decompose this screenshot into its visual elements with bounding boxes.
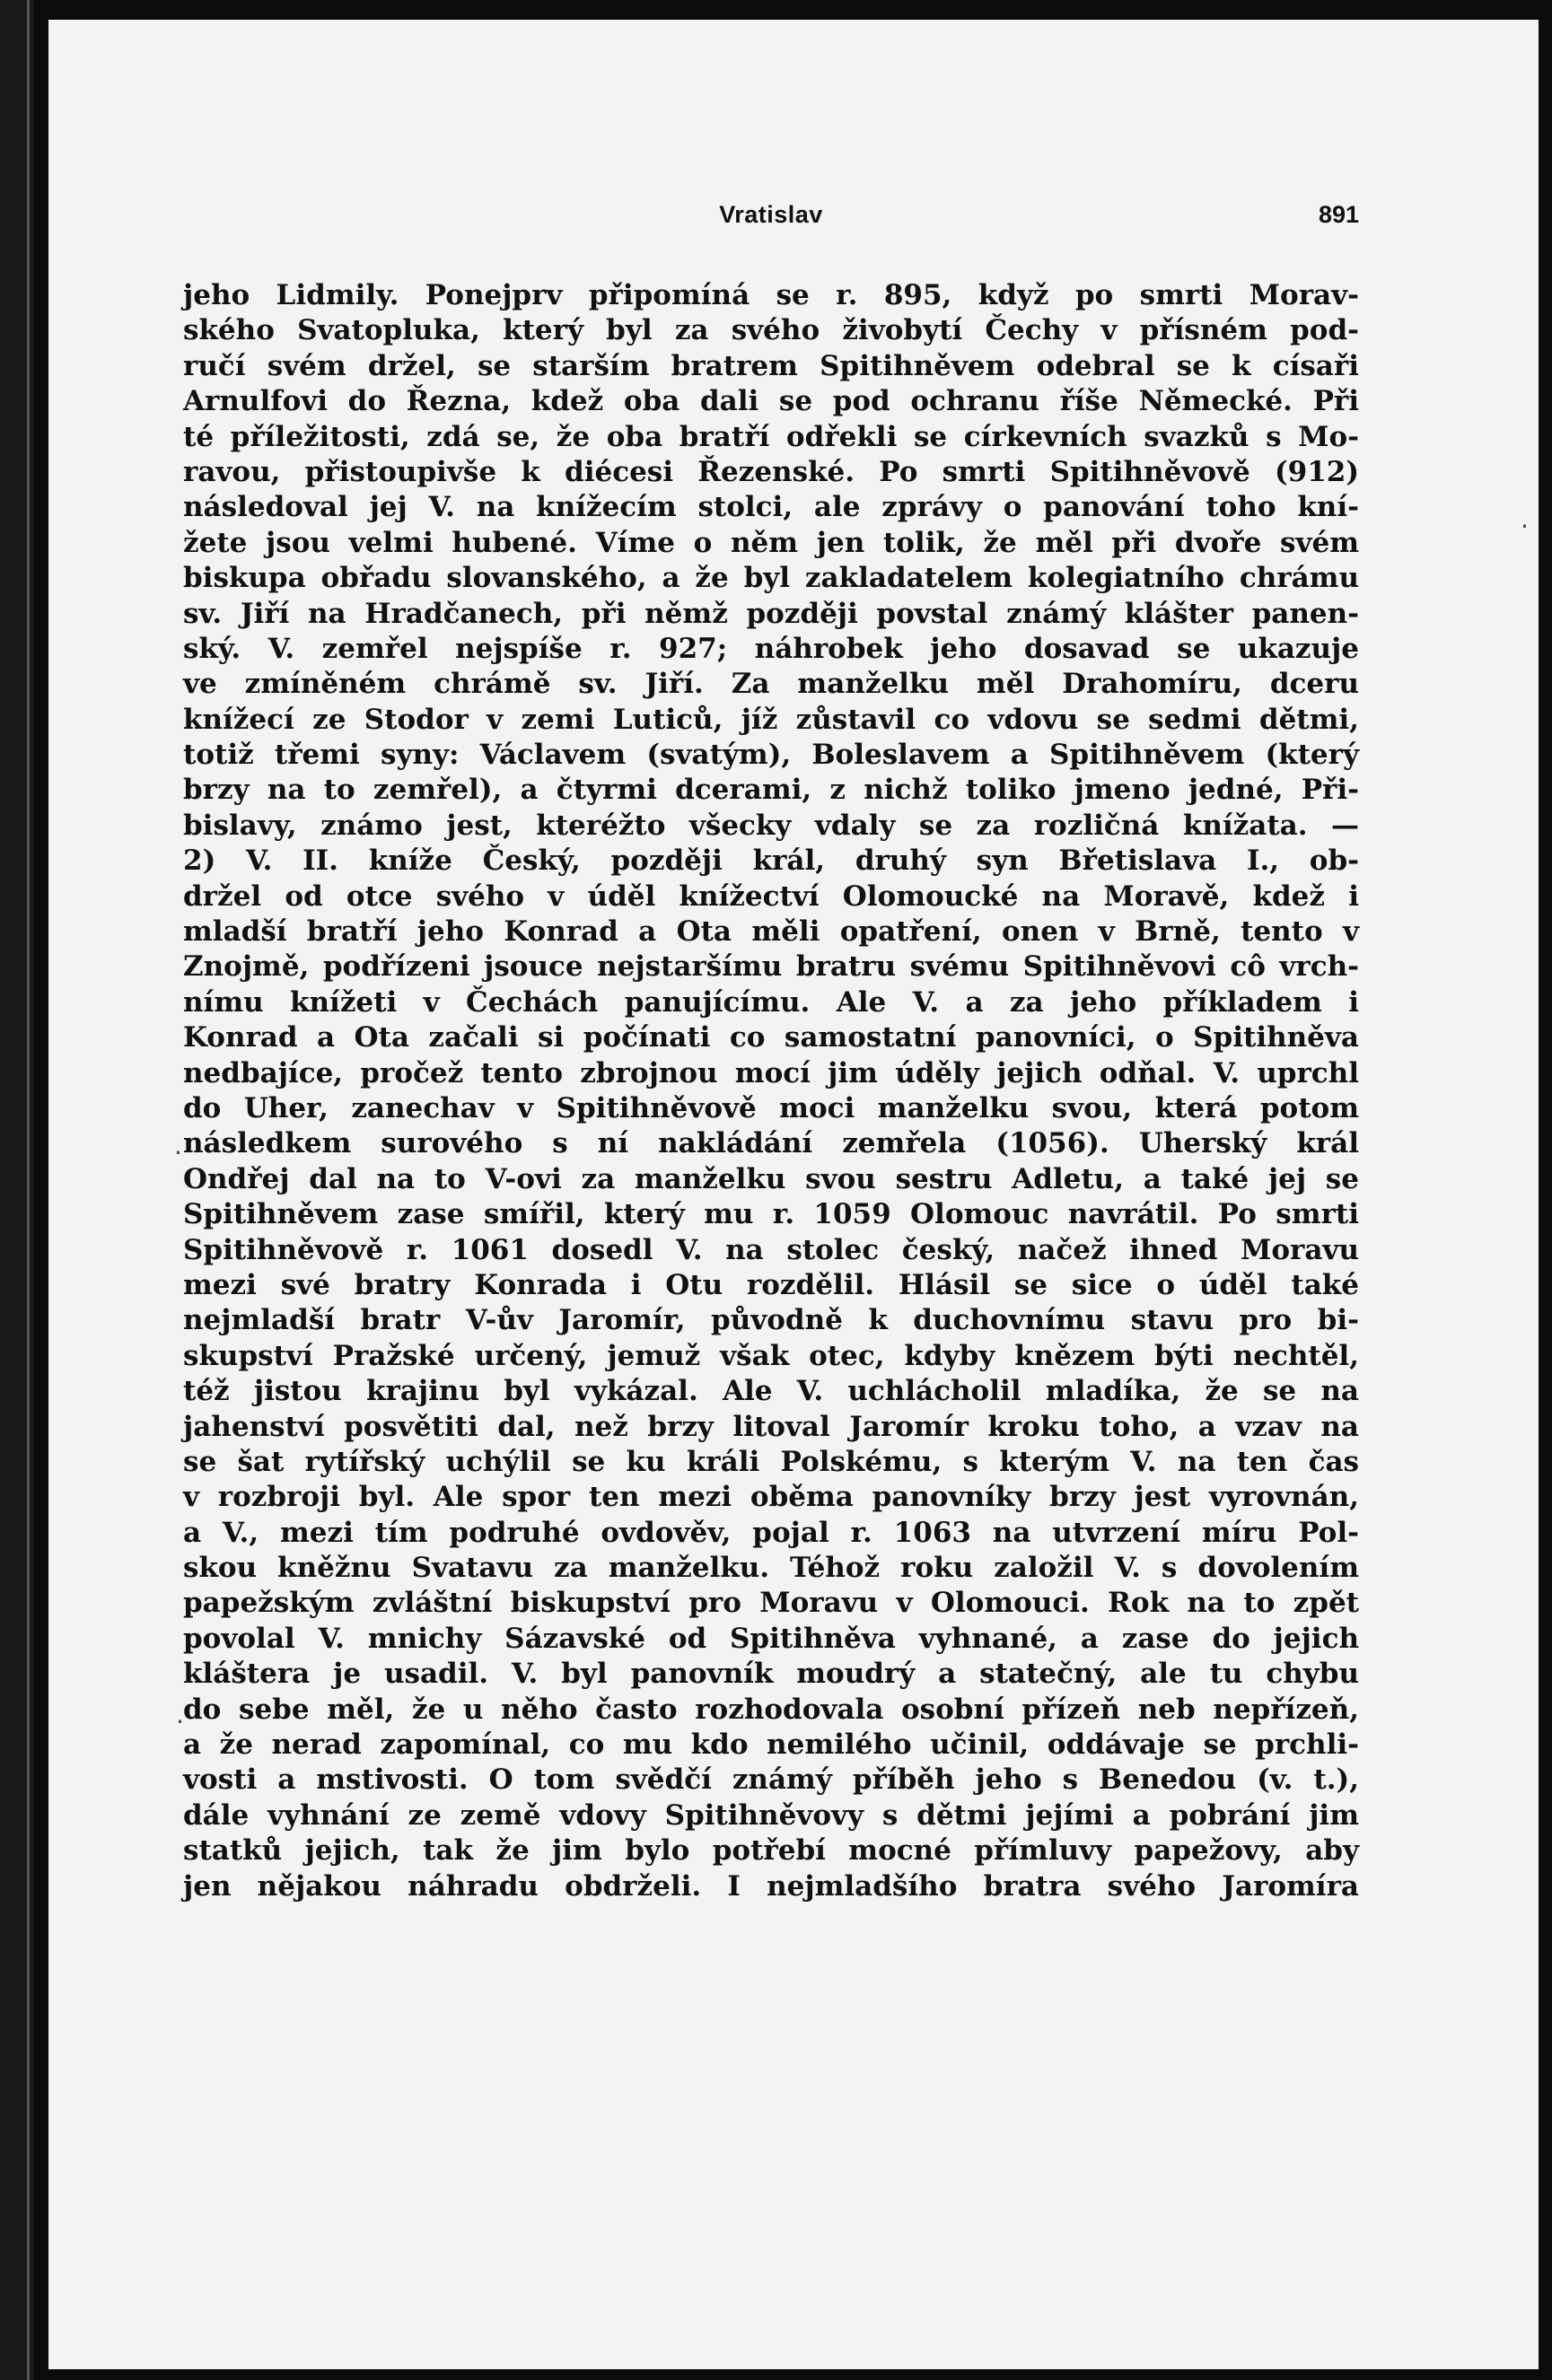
text-line: a V., mezi tím podruhé ovdověv, pojal r. 1063 na utvrzení míru Pol- [183, 1516, 1359, 1549]
text-line: Konrad a Ota začali si počínati co samostatní panovníci, o Spitihněva [183, 1021, 1359, 1054]
text-line: té příležitosti, zdá se, že oba bratří odřekli se církevních svazků s Mo- [183, 420, 1359, 453]
text-line: do sebe měl, že u něho často rozhodovala osobní přízeň neb nepřízeň, [183, 1693, 1359, 1726]
text-line: povolal V. mnichy Sázavské od Spitihněva vyhnané, a zase do jejich [183, 1622, 1359, 1655]
text-line: totiž třemi syny: Václavem (svatým), Boleslavem a Spitihněvem (který [183, 739, 1359, 772]
text-line: jen nějakou náhradu obdrželi. I nejmladšího bratra svého Jaromíra [183, 1869, 1359, 1903]
text-line: Spitihněvově r. 1061 dosedl V. na stolec český, načež ihned Moravu [183, 1233, 1359, 1266]
text-line: nedbajíce, pročež tento zbrojnou mocí jim úděly jejich odňal. V. uprchl [183, 1056, 1359, 1089]
text-line: ručí svém držel, se starším bratrem Spitihněvem odebral se k císaři [183, 349, 1359, 382]
text-line: mezi své bratry Konrada i Otu rozdělil. Hlásil se sice o úděl také [183, 1268, 1359, 1301]
text-line: brzy na to zemřel), a čtyrmi dcerami, z nichž toliko jmeno jedné, Při- [183, 774, 1359, 807]
text-line: do Uher, zanechav v Spitihněvově moci manželku svou, která potom [183, 1091, 1359, 1124]
text-line: papežským zvláštní biskupství pro Moravu v Olomouci. Rok na to zpět [183, 1587, 1359, 1620]
page-number: 891 [1318, 201, 1359, 228]
text-line: skou kněžnu Svatavu za manželku. Téhož roku založil V. s dovolením [183, 1552, 1359, 1585]
text-line: žete jsou velmi hubené. Víme o něm jen tolik, že měl při dvoře svém [183, 526, 1359, 559]
text-line: Znojmě, podřízeni jsouce nejstaršímu bratru svému Spitihněvovi cô vrch- [183, 950, 1359, 984]
text-line: skupství Pražské určený, jemuž však otec, kdyby knězem býti nechtěl, [183, 1339, 1359, 1372]
text-line: statků jejich, tak že jim bylo potřebí mocné přímluvy papežovy, aby [183, 1834, 1359, 1868]
text-line: 2) V. II. kníže Český, později král, druhý syn Břetislava I., ob- [183, 844, 1359, 878]
text-line: Spitihněvem zase smířil, který mu r. 1059 Olomouc navrátil. Po smrti [183, 1198, 1359, 1231]
text-line: sv. Jiří na Hradčanech, při němž později povstal známý klášter panen- [183, 597, 1359, 630]
text-line: ského Svatopluka, který byl za svého živobytí Čechy v přísném pod- [183, 314, 1359, 347]
margin-speck: · [176, 1707, 184, 1737]
text-line: v rozbroji byl. Ale spor ten mezi oběma panovníky brzy jest vyrovnán, [183, 1481, 1359, 1514]
text-line: se šat rytířský uchýlil se ku králi Polskému, s kterým V. na ten čas [183, 1445, 1359, 1478]
text-line: též jistou krajinu byl vykázal. Ale V. uchlácholil mladíka, že se na [183, 1375, 1359, 1408]
text-line: ský. V. zemřel nejspíše r. 927; náhrobek jeho dosavad se ukazuje [183, 632, 1359, 665]
text-line: Ondřej dal na to V-ovi za manželku svou sestru Adletu, a také jej se [183, 1162, 1359, 1195]
margin-speck: · [1521, 512, 1529, 541]
text-line: Arnulfovi do Řezna, kdež oba dali se pod ochranu říše Německé. Při [183, 385, 1359, 418]
text-line: vosti a mstivosti. O tom svědčí známý příběh jeho s Benedou (v. t.), [183, 1763, 1359, 1797]
text-line: kláštera je usadil. V. byl panovník moudrý a statečný, ale tu chybu [183, 1658, 1359, 1691]
body-text [183, 278, 1359, 1904]
text-line: nímu knížeti v Čechách panujícímu. Ale V. a za jeho příkladem i [183, 985, 1359, 1019]
text-line: biskupa obřadu slovanského, a že byl zakladatelem kolegiatního chrámu [183, 562, 1359, 595]
text-line: bislavy, známo jest, kteréžto všecky vdaly se za rozličná knížata. — [183, 809, 1359, 842]
text-line: následoval jej V. na knížecím stolci, ale zprávy o panování toho kní- [183, 491, 1359, 524]
text-line: následkem surového s ní nakládání zemřela (1056). Uherský král [183, 1127, 1359, 1160]
text-line: mladší bratří jeho Konrad a Ota měli opatření, onen v Brně, tento v [183, 915, 1359, 949]
margin-speck: · [174, 1138, 182, 1168]
text-line: držel od otce svého v úděl knížectví Olomoucké na Moravě, kdež i [183, 879, 1359, 913]
text-line: nejmladší bratr V-ův Jaromír, původně k duchovnímu stavu pro bi- [183, 1304, 1359, 1337]
text-line: ravou, přistoupivše k diécesi Řezenské. Po smrti Spitihněvově (912) [183, 455, 1359, 488]
text-line: jahenství posvětiti dal, než brzy litoval Jaromír kroku toho, a vzav na [183, 1410, 1359, 1443]
text-line: knížecí ze Stodor v zemi Luticů, jíž zůstavil co vdovu se sedmi dětmi, [183, 703, 1359, 736]
page-header [183, 201, 1359, 237]
running-head: Vratislav [719, 201, 823, 228]
text-line: dále vyhnání ze země vdovy Spitihněvovy s dětmi jejími a pobrání jim [183, 1798, 1359, 1832]
page-edge-line [27, 0, 30, 2380]
text-line: jeho Lidmily. Ponejprv připomíná se r. 895, když po smrti Morav- [183, 279, 1359, 311]
text-line: ve zmíněném chrámě sv. Jiří. Za manželku měl Drahomíru, dceru [183, 668, 1359, 701]
book-page [48, 20, 1539, 2369]
text-line: a že nerad zapomínal, co mu kdo nemilého učinil, oddávaje se prchli- [183, 1728, 1359, 1762]
